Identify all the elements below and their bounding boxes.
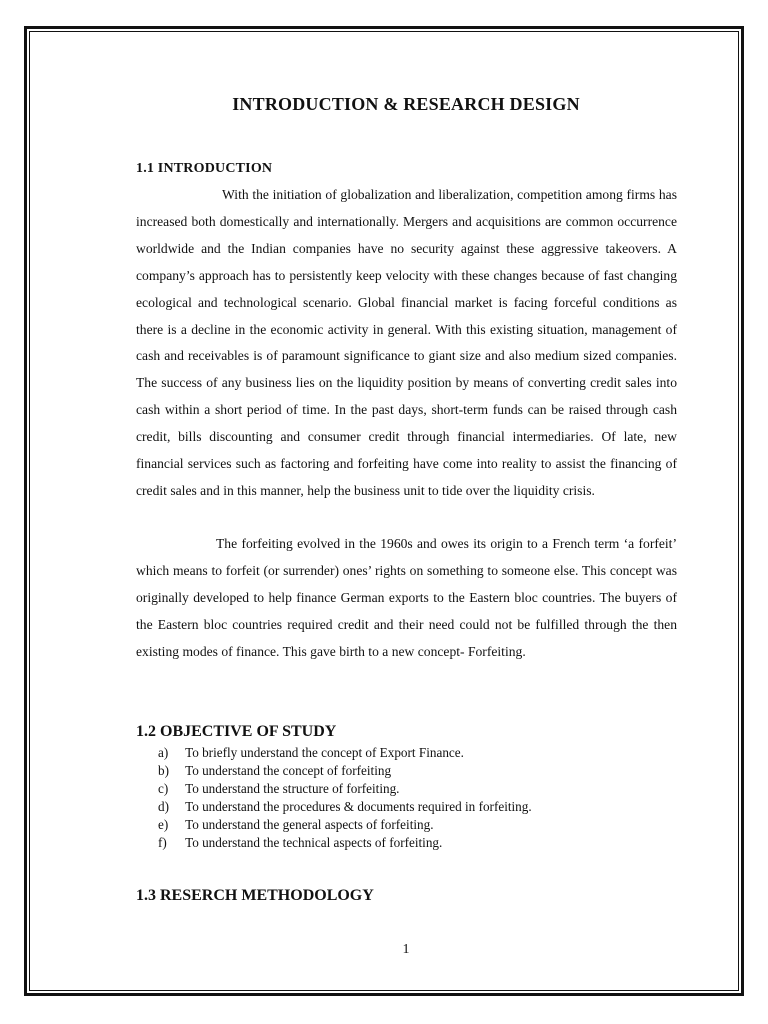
objective-list xyxy=(136,744,532,852)
list-item-text: To understand the general aspects of forfeiting. xyxy=(185,817,434,832)
list-item-text: To understand the structure of forfeiting. xyxy=(185,781,400,796)
list-item xyxy=(136,834,532,852)
section-heading-introduction: 1.1 INTRODUCTION xyxy=(136,161,273,176)
list-marker: e) xyxy=(158,817,169,832)
list-item xyxy=(136,780,532,798)
list-item xyxy=(136,798,532,816)
list-marker: b) xyxy=(158,763,169,778)
list-marker: c) xyxy=(158,781,169,796)
section-heading-methodology: 1.3 RESERCH METHODOLOGY xyxy=(136,887,374,904)
list-item xyxy=(136,762,532,780)
list-item-text: To understand the concept of forfeiting xyxy=(185,763,392,778)
list-marker: a) xyxy=(158,745,169,760)
intro-paragraph-2: The forfeiting evolved in the 1960s and owes its origin to a French term ‘a forfeit’ which means to forfeit (or surrender) ones’ rights on something to someone else. This concept was originally developed to help finance German exports to the Eastern bloc countries. The buyers of the Eastern bloc countries required credit and their need could not be fulfilled through the then existing modes of finance. This gave birth to a new concept- Forfeiting. xyxy=(136,536,677,659)
list-item xyxy=(136,744,532,762)
list-item-text: To briefly understand the concept of Export Finance. xyxy=(185,745,464,760)
list-item-text: To understand the procedures & documents required in forfeiting. xyxy=(185,799,532,814)
intro-paragraph-1: With the initiation of globalization and liberalization, competition among firms has increased both domestically and internationally. Mergers and acquisitions are common occurrence worldwide and the Indian companies have no security against these aggressive takeovers. A company’s approach has to persistently keep velocity with these changes because of fast changing ecological and technological scenario. Global financial market is facing forceful conditions as there is a decline in the economic activity in general. With this existing situation, management of cash and receivables is of paramount significance to giant size and also medium sized companies. The success of any business lies on the liquidity position by means of converting credit sales into cash within a short period of time. In the past days, short-term funds can be raised through cash credit, bills discounting and consumer credit through financial intermediaries. Of late, new financial services such as factoring and forfeiting have come into reality to assist the financing of credit sales and in this manner, help the business unit to tide over the liquidity crisis. xyxy=(136,187,677,498)
section-heading-objective: 1.2 OBJECTIVE OF STUDY xyxy=(136,723,337,740)
page-number: 1 xyxy=(402,942,410,957)
list-marker: d) xyxy=(158,799,169,814)
list-item-text: To understand the technical aspects of forfeiting. xyxy=(185,835,443,850)
page-title: INTRODUCTION & RESEARCH DESIGN xyxy=(232,94,580,114)
list-item xyxy=(136,816,532,834)
list-marker: f) xyxy=(158,835,167,850)
